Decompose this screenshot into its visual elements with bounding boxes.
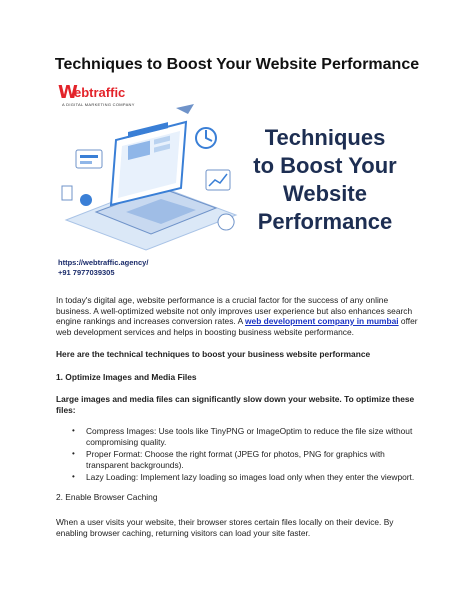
list-item [70,472,422,483]
hero-banner [56,80,422,286]
bullet-icon: • [72,449,75,458]
section-heading: Here are the technical techniques to boost your business website performance [56,349,371,359]
item2-paragraph: When a user visits your website, their browser stores certain files locally on their device. By enabling browser caching, returning visitors can load your site faster. [56,517,394,538]
intro-text-after: offer web development services and helps in boosting business website performance. [56,316,418,337]
logo-wordmark: ebtraffic [74,85,126,100]
list-item [70,426,422,447]
list-item-text: Compress Images: Use tools like TinyPNG or ImageOptim to reduce the file size without compromising quality. [86,426,413,447]
item1-bullet-list [70,426,422,485]
bullet-icon: • [72,426,75,435]
laptop-illustration-icon [56,100,246,260]
hero-heading-line: Website [283,181,367,206]
logo-tagline: A DIGITAL MARKETING COMPANY [62,102,135,107]
list-item-text: Lazy Loading: Implement lazy loading so images load only when they enter the viewport. [86,472,415,482]
intro-text-before: In today's digital age, website performance is a crucial factor for the success of any online business. A well-optimized website not only improves user experience but also enhances search engine rankings and increases conversion rates. A [56,295,413,326]
item1-lead: Large images and media files can significantly slow down your website. To optimize these files: [56,394,415,415]
website-url[interactable]: https://webtraffic.agency/ [58,258,149,267]
logo-mark-icon: W [58,82,78,103]
hero-heading-line: to Boost Your [253,153,397,178]
list-item [70,449,422,470]
web-development-link[interactable]: web development company in mumbai [245,316,399,326]
intro-paragraph [56,295,424,337]
contact-info [58,258,148,278]
hero-heading-line: Techniques [264,125,386,150]
hero-heading-line: Performance [257,209,393,234]
page-title: Techniques to Boost Your Website Performance [54,56,420,73]
list-item-text: Proper Format: Choose the right format (JPEG for photos, PNG for graphics with transparent backgrounds). [86,449,385,470]
bullet-icon: • [72,472,75,481]
hero-heading [232,124,418,236]
item1-heading: 1. Optimize Images and Media Files [56,372,197,382]
phone-number: +91 7977039305 [58,268,115,277]
item2-heading: 2. Enable Browser Caching [56,492,158,502]
